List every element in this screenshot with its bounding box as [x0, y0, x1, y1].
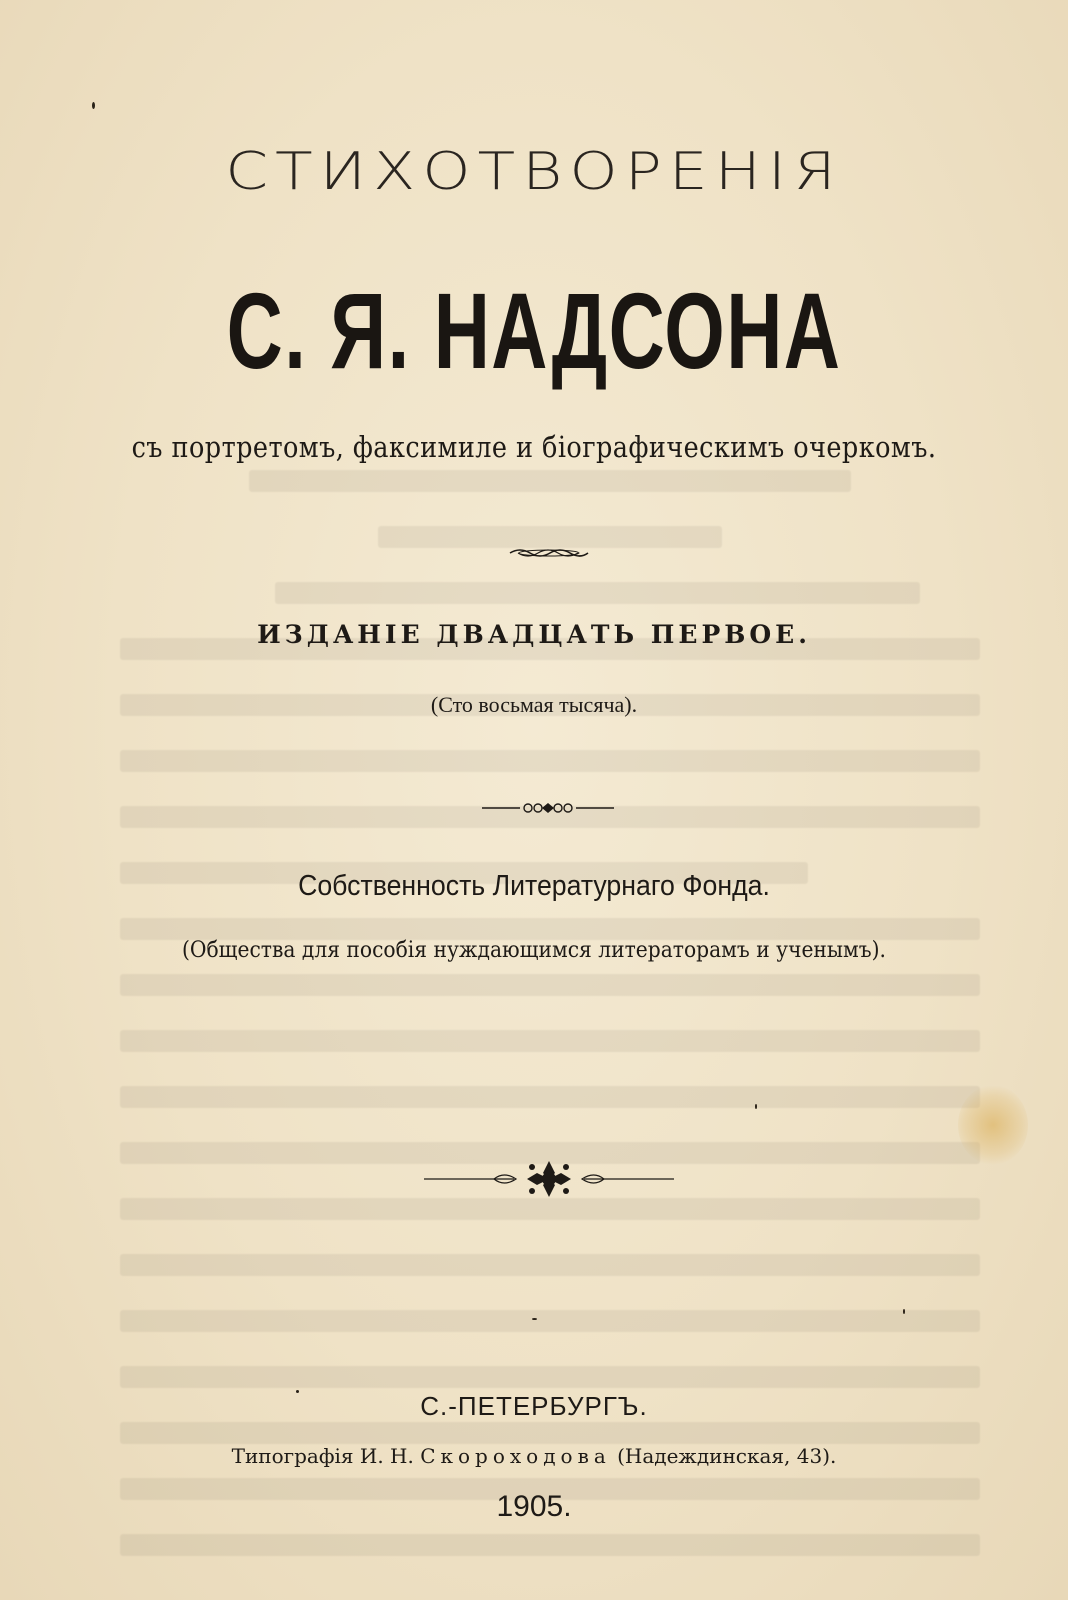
publication-year: 1905. — [496, 1490, 572, 1523]
subtitle: съ портретомъ, факсимиле и біографическимъ очеркомъ. — [131, 430, 937, 464]
printer-prefix: Типографія И. Н. — [231, 1444, 414, 1468]
foxing-stain — [958, 1085, 1028, 1165]
ink-speck — [92, 102, 95, 109]
print-run: (Сто восьмая тысяча). — [430, 692, 638, 717]
ink-speck — [903, 1309, 905, 1314]
ink-speck — [296, 1390, 299, 1393]
author-name: С. Я. НАДСОНА — [226, 270, 842, 391]
printer-line — [0, 1444, 1068, 1468]
knot-ornament — [482, 801, 614, 815]
ownership-line: Собственность Литературнаго Фонда. — [298, 870, 770, 902]
title-line-1: СТИХОТВОРЕНІЯ — [225, 142, 843, 202]
ink-speck — [755, 1104, 757, 1109]
floral-ornament — [424, 1159, 674, 1199]
printer-name: Скороходова — [420, 1444, 611, 1468]
city: С.-ПЕТЕРБУРГЪ. — [420, 1391, 648, 1421]
ink-speck — [532, 1318, 537, 1320]
edition: ИЗДАНІЕ ДВАДЦАТЬ ПЕРВОЕ. — [257, 620, 811, 649]
society-note: (Общества для пособія нуждающимся литераторамъ и ученымъ). — [181, 938, 886, 963]
scroll-ornament — [508, 545, 590, 561]
printer-address: (Надеждинская, 43). — [617, 1444, 837, 1468]
